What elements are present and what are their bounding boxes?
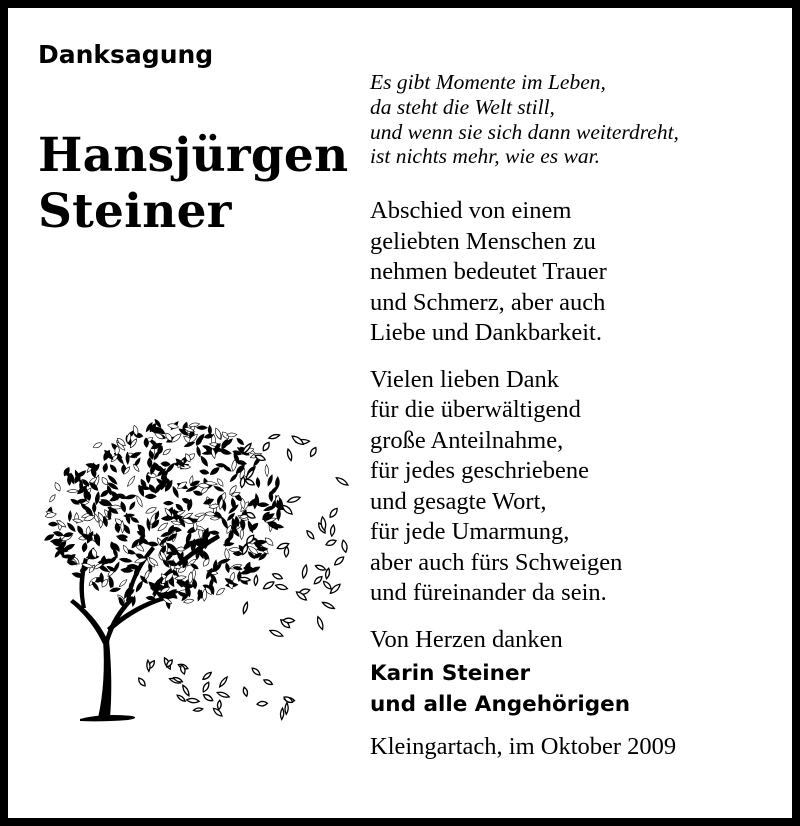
leaf-mark	[122, 544, 130, 554]
leaf-mark	[199, 455, 209, 467]
leaf-mark	[92, 441, 103, 449]
leaf-mark	[102, 463, 108, 473]
leaf-mark	[269, 629, 284, 639]
leaf-mark	[130, 516, 140, 524]
leaf-mark	[280, 708, 284, 720]
leaf-mark	[186, 698, 199, 704]
paragraph-line: nehmen bedeutet Trauer	[370, 258, 607, 286]
leaf-mark	[196, 446, 202, 457]
signer-name: Karin Steiner	[370, 661, 531, 687]
leaf-mark	[109, 463, 118, 473]
leaf-mark	[328, 507, 339, 519]
leaf-mark	[239, 577, 251, 582]
deceased-last-name: Steiner	[38, 184, 232, 239]
leaf-mark	[263, 678, 273, 686]
leaf-mark	[197, 426, 208, 430]
leaf-mark	[225, 562, 231, 573]
leaf-mark	[137, 677, 147, 688]
place-date: Kleingartach, im Oktober 2009	[370, 733, 677, 761]
leaf-mark	[268, 433, 280, 439]
leaf-mark	[176, 694, 186, 703]
leaf-mark	[257, 701, 268, 706]
leaf-mark	[66, 522, 77, 533]
wind-blown-tree-icon	[40, 406, 355, 728]
paragraph-line: und gesagte Wort,	[370, 487, 547, 515]
leaf-mark	[272, 572, 284, 580]
leaf-mark	[275, 583, 288, 591]
leaf-mark	[99, 489, 110, 499]
leaf-mark	[261, 441, 271, 452]
leaf-mark	[229, 473, 239, 483]
paragraph-line: und füreinander da sein.	[370, 579, 607, 607]
leaf-mark	[254, 575, 259, 586]
leaf-mark	[119, 557, 132, 563]
leaf-mark	[202, 693, 214, 703]
notice-heading: Danksagung	[38, 40, 214, 69]
leaf-mark	[333, 555, 345, 566]
leaf-mark	[72, 518, 83, 523]
leaf-mark	[48, 522, 57, 526]
quote-line: und wenn sie sich dann weiterdreht,	[370, 119, 679, 144]
leaf-mark	[48, 494, 56, 504]
leaf-mark	[309, 446, 318, 457]
leaf-mark	[53, 530, 64, 537]
leaf-mark	[174, 575, 186, 581]
right-column	[370, 70, 784, 763]
leaf-mark	[265, 464, 269, 476]
signers	[370, 658, 784, 720]
paragraph-line: für die überwältigend	[370, 396, 581, 424]
quote-line: Es gibt Momente im Leben,	[370, 70, 606, 94]
leaf-mark	[193, 707, 203, 711]
farewell-paragraph	[370, 196, 784, 349]
leaf-mark	[118, 578, 128, 587]
leaf-mark	[268, 485, 279, 497]
leaf-mark	[135, 495, 144, 508]
paragraph-line: Liebe und Dankbarkeit.	[370, 319, 602, 347]
leaf-mark	[147, 541, 159, 547]
left-column	[38, 40, 368, 240]
leaf-mark	[146, 518, 151, 531]
leaf-mark	[341, 540, 348, 553]
closing-intro: Von Herzen danken	[370, 625, 563, 653]
leaf-mark	[218, 676, 228, 688]
leaf-mark	[283, 618, 295, 623]
leaf-mark	[242, 687, 248, 697]
leaf-mark	[208, 425, 212, 435]
paragraph-line: aber auch fürs Schweigen	[370, 548, 623, 576]
leaf-mark	[209, 466, 221, 477]
leaf-mark	[335, 476, 349, 487]
leaf-mark	[53, 481, 62, 492]
leaf-mark	[161, 461, 171, 466]
leaf-mark	[322, 580, 332, 590]
leaf-mark	[236, 437, 245, 446]
paragraph-line: für jede Umarmung,	[370, 518, 570, 546]
leaf-mark	[217, 700, 221, 710]
leaf-mark	[81, 542, 88, 552]
paragraph-line: und Schmerz, aber auch	[370, 288, 606, 316]
deceased-name	[38, 128, 368, 240]
leaf-mark	[134, 580, 144, 593]
leaf-mark	[162, 448, 172, 457]
leaf-mark	[251, 667, 262, 677]
leaf-mark	[216, 478, 224, 488]
leaf-mark	[242, 602, 249, 615]
leaf-mark	[217, 691, 230, 699]
leaf-mark	[256, 477, 261, 488]
leaf-mark	[215, 587, 226, 597]
leaf-mark	[202, 671, 213, 681]
leaf-mark	[283, 695, 294, 704]
leaf-mark	[262, 580, 275, 591]
leaf-mark	[199, 469, 209, 475]
leaf-mark	[313, 575, 324, 585]
leaf-mark	[128, 501, 136, 511]
leaf-mark	[301, 564, 308, 578]
leaf-mark	[124, 494, 136, 500]
leaf-mark	[145, 494, 156, 499]
leaf-mark	[244, 478, 255, 487]
leaf-mark	[92, 502, 96, 513]
leaf-mark	[181, 684, 190, 696]
leaf-mark	[316, 616, 325, 630]
paragraph-line: Abschied von einem	[370, 197, 572, 225]
quote-line: da steht die Welt still,	[370, 94, 555, 119]
signer-family: und alle Angehörigen	[370, 692, 631, 718]
leaf-mark	[322, 601, 336, 610]
opening-quote	[370, 70, 784, 169]
leaf-mark	[68, 511, 72, 522]
leaf-mark	[286, 449, 293, 461]
paragraph-line: geliebten Menschen zu	[370, 227, 596, 255]
leaf-mark	[201, 681, 210, 693]
leaf-mark	[146, 660, 150, 671]
leaf-mark	[325, 538, 337, 546]
thanks-paragraph	[370, 365, 784, 609]
leaf-mark	[330, 525, 336, 537]
quote-line: ist nichts mehr, wie es war.	[370, 144, 600, 169]
paragraph-line: große Anteilnahme,	[370, 426, 564, 454]
leaf-mark	[315, 564, 327, 572]
paragraph-line: für jedes geschriebene	[370, 457, 590, 485]
leaf-mark	[164, 501, 174, 505]
deceased-first-name: Hansjürgen	[38, 128, 349, 183]
leaf-mark	[100, 476, 109, 486]
leaf-mark	[67, 489, 79, 492]
leaf-mark	[285, 703, 289, 715]
paragraph-line: Vielen lieben Dank	[370, 365, 560, 393]
leaf-mark	[305, 529, 315, 540]
leaf-mark	[241, 544, 249, 556]
leaf-mark	[192, 579, 197, 589]
leaf-mark	[287, 495, 301, 504]
leaf-mark	[126, 475, 136, 487]
